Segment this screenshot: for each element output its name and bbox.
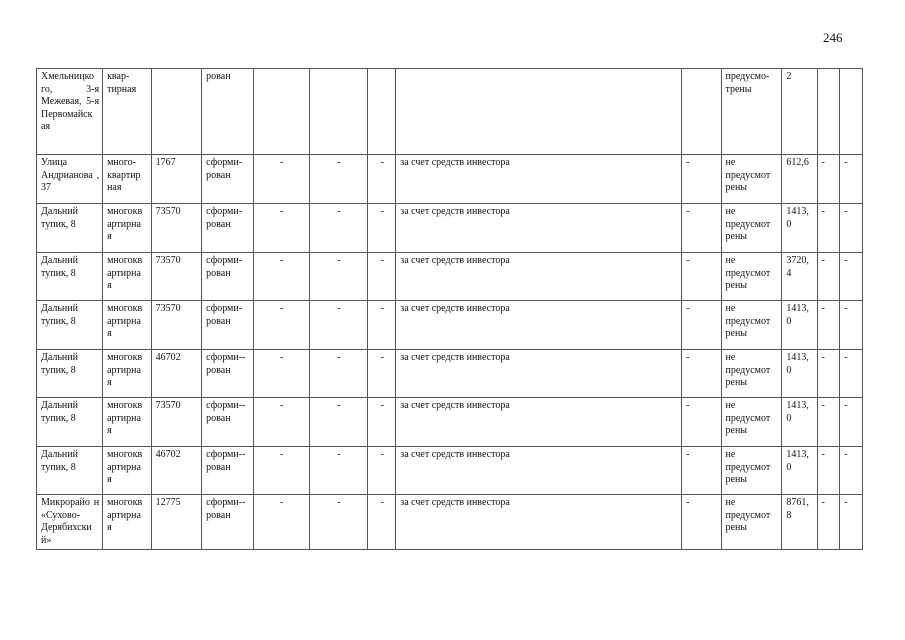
column-6-cell: - (309, 155, 368, 204)
building-type-cell: многокв артирна я (103, 398, 152, 447)
housing-table (36, 68, 863, 550)
address-cell: Хмельницко го, 3-я Межевая, 5-я Первомайск ая (37, 69, 103, 155)
column-6-cell: - (309, 253, 368, 301)
status-cell: сформи-рован (202, 155, 254, 204)
column-13-cell: - (840, 398, 863, 447)
page-number: 246 (823, 30, 843, 45)
column-7-cell: - (368, 301, 396, 350)
status-cell: рован (202, 69, 254, 155)
cadastral-number-cell: 73570 (151, 398, 202, 447)
column-9-cell: - (682, 204, 721, 253)
status-cell: сформи-рован (202, 301, 254, 350)
column-5-cell: - (253, 447, 309, 495)
column-13-cell: - (840, 155, 863, 204)
cadastral-number-cell: 73570 (151, 253, 202, 301)
address-cell: Дальний тупик, 8 (37, 350, 103, 398)
table-row (37, 301, 863, 350)
column-9-cell: - (682, 301, 721, 350)
column-6-cell: - (309, 447, 368, 495)
status-cell: сформи--рован (202, 350, 254, 398)
address-cell: Дальний тупик, 8 (37, 301, 103, 350)
table-row (37, 204, 863, 253)
table-row (37, 253, 863, 301)
address-cell: Дальний тупик, 8 (37, 253, 103, 301)
building-type-cell: многокв артирна я (103, 350, 152, 398)
area-cell: 1413, 0 (782, 204, 817, 253)
address-cell: Микрорайо н «Сухово-Дерябихски й» (37, 495, 103, 550)
address-cell: Дальний тупик, 8 (37, 204, 103, 253)
planned-cell: не предусмот рены (721, 155, 782, 204)
column-9-cell: - (682, 495, 721, 550)
building-type-cell: многокв артирна я (103, 253, 152, 301)
table-row (37, 398, 863, 447)
column-13-cell: - (840, 447, 863, 495)
area-cell: 1413, 0 (782, 301, 817, 350)
column-5-cell: - (253, 253, 309, 301)
area-cell: 8761, 8 (782, 495, 817, 550)
column-12-cell: - (817, 253, 840, 301)
building-type-cell: многокв артирна я (103, 447, 152, 495)
column-6-cell (309, 69, 368, 155)
status-cell: сформи--рован (202, 398, 254, 447)
table-row (37, 495, 863, 550)
column-9-cell: - (682, 350, 721, 398)
column-13-cell: - (840, 350, 863, 398)
planned-cell: не предусмот рены (721, 447, 782, 495)
planned-cell: не предусмот рены (721, 253, 782, 301)
column-7-cell: - (368, 253, 396, 301)
cadastral-number-cell: 73570 (151, 301, 202, 350)
column-12-cell: - (817, 447, 840, 495)
column-6-cell: - (309, 301, 368, 350)
address-cell: Дальний тупик, 8 (37, 398, 103, 447)
column-6-cell: - (309, 495, 368, 550)
building-type-cell: много-квартир ная (103, 155, 152, 204)
column-9-cell (682, 69, 721, 155)
table-row (37, 69, 863, 155)
planned-cell: не предусмот рены (721, 204, 782, 253)
cadastral-number-cell: 46702 (151, 447, 202, 495)
financing-cell: за счет средств инвестора (396, 398, 682, 447)
column-12-cell: - (817, 398, 840, 447)
building-type-cell: многокв артирна я (103, 495, 152, 550)
table-row (37, 447, 863, 495)
planned-cell: не предусмот рены (721, 301, 782, 350)
area-cell: 1413, 0 (782, 447, 817, 495)
status-cell: сформи--рован (202, 447, 254, 495)
cadastral-number-cell: 12775 (151, 495, 202, 550)
planned-cell: не предусмот рены (721, 398, 782, 447)
area-cell: 1413, 0 (782, 398, 817, 447)
column-9-cell: - (682, 447, 721, 495)
status-cell: сформи-рован (202, 253, 254, 301)
table-row (37, 155, 863, 204)
planned-cell: не предусмот рены (721, 350, 782, 398)
table-row (37, 350, 863, 398)
address-cell: Дальний тупик, 8 (37, 447, 103, 495)
column-7-cell: - (368, 495, 396, 550)
column-12-cell (817, 69, 840, 155)
cadastral-number-cell: 46702 (151, 350, 202, 398)
column-5-cell: - (253, 350, 309, 398)
column-13-cell: - (840, 495, 863, 550)
building-type-cell: квар-тирная (103, 69, 152, 155)
column-12-cell: - (817, 495, 840, 550)
column-9-cell: - (682, 398, 721, 447)
column-13-cell: - (840, 204, 863, 253)
column-5-cell (253, 69, 309, 155)
area-cell: 612,6 (782, 155, 817, 204)
area-cell: 3720, 4 (782, 253, 817, 301)
financing-cell (396, 69, 682, 155)
cadastral-number-cell: 1767 (151, 155, 202, 204)
area-cell: 1413, 0 (782, 350, 817, 398)
area-cell: 2 (782, 69, 817, 155)
column-12-cell: - (817, 350, 840, 398)
financing-cell: за счет средств инвестора (396, 155, 682, 204)
column-5-cell: - (253, 204, 309, 253)
financing-cell: за счет средств инвестора (396, 350, 682, 398)
column-5-cell: - (253, 398, 309, 447)
column-9-cell: - (682, 253, 721, 301)
column-7-cell: - (368, 398, 396, 447)
column-6-cell: - (309, 350, 368, 398)
column-9-cell: - (682, 155, 721, 204)
column-7-cell: - (368, 155, 396, 204)
column-13-cell: - (840, 253, 863, 301)
cadastral-number-cell (151, 69, 202, 155)
column-12-cell: - (817, 204, 840, 253)
status-cell: сформи-рован (202, 204, 254, 253)
column-13-cell: - (840, 301, 863, 350)
column-5-cell: - (253, 301, 309, 350)
column-6-cell: - (309, 398, 368, 447)
building-type-cell: многокв артирна я (103, 204, 152, 253)
financing-cell: за счет средств инвестора (396, 495, 682, 550)
column-5-cell: - (253, 495, 309, 550)
column-7-cell (368, 69, 396, 155)
financing-cell: за счет средств инвестора (396, 204, 682, 253)
column-7-cell: - (368, 350, 396, 398)
column-12-cell: - (817, 301, 840, 350)
building-type-cell: многокв артирна я (103, 301, 152, 350)
address-cell: Улица Андрианова , 37 (37, 155, 103, 204)
status-cell: сформи--рован (202, 495, 254, 550)
financing-cell: за счет средств инвестора (396, 301, 682, 350)
financing-cell: за счет средств инвестора (396, 253, 682, 301)
column-12-cell: - (817, 155, 840, 204)
column-7-cell: - (368, 204, 396, 253)
planned-cell: не предусмот рены (721, 495, 782, 550)
planned-cell: предусмо-трены (721, 69, 782, 155)
cadastral-number-cell: 73570 (151, 204, 202, 253)
financing-cell: за счет средств инвестора (396, 447, 682, 495)
column-5-cell: - (253, 155, 309, 204)
column-6-cell: - (309, 204, 368, 253)
column-7-cell: - (368, 447, 396, 495)
column-13-cell (840, 69, 863, 155)
